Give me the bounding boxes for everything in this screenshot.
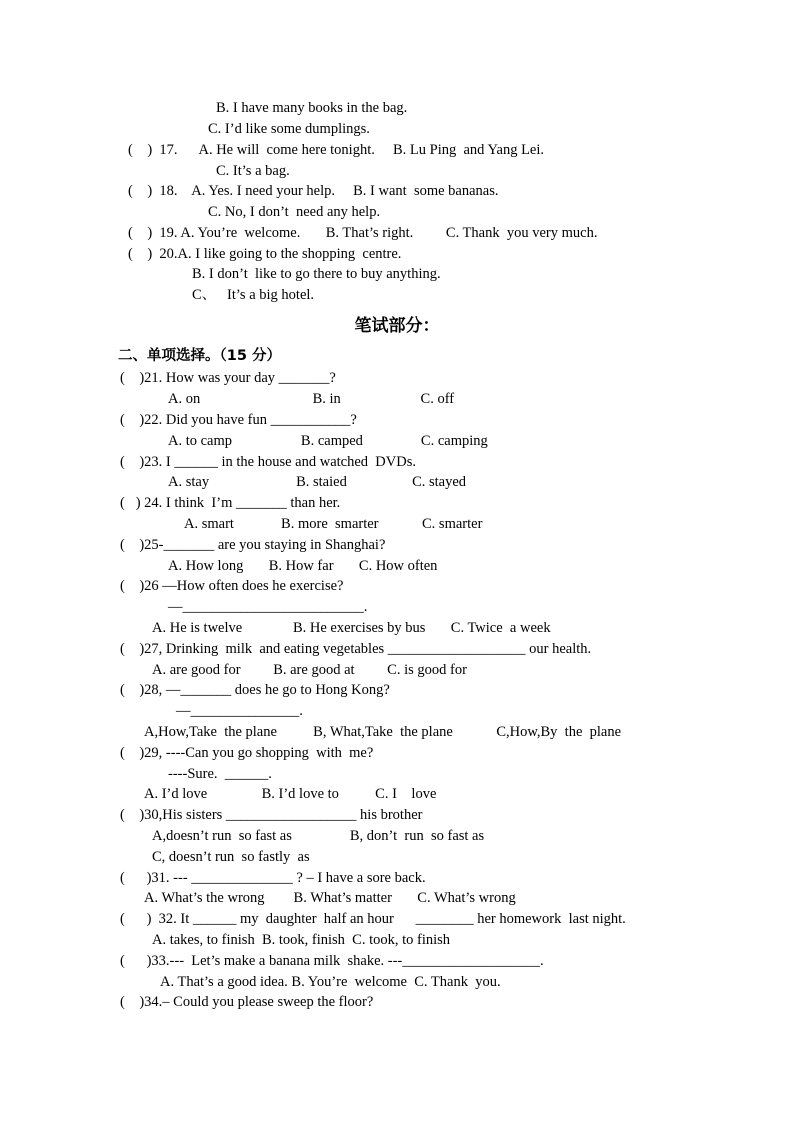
options-25: A. How long B. How far C. How often <box>168 558 438 574</box>
question-19: ( ) 19. A. You’re welcome. B. That’s right. C. Thank you very much. <box>128 225 598 241</box>
question-23: ( )23. I ______ in the house and watched DVDs. <box>120 454 416 470</box>
option-line: C. It’s a bag. <box>216 163 290 179</box>
option-line: B. I have many books in the bag. <box>216 100 408 116</box>
options-29: A. I’d love B. I’d love to C. I love <box>144 786 437 802</box>
options-33: A. That’s a good idea. B. You’re welcome C. Thank you. <box>160 974 501 990</box>
options-23: A. stay B. staied C. stayed <box>168 474 467 490</box>
answer-line: —_______________. <box>176 703 303 719</box>
option-line: B. I don’t like to go there to buy anything. <box>192 266 441 282</box>
question-25: ( )25-_______ are you staying in Shanghai? <box>120 537 386 553</box>
options-28: A,How,Take the plane B, What,Take the plane C,How,By the plane <box>144 724 622 740</box>
question-29: ( )29, ----Can you go shopping with me? <box>120 745 374 761</box>
question-24: ( ) 24. I think I’m _______ than her. <box>120 495 341 511</box>
options-21: A. on B. in C. off <box>168 391 455 407</box>
question-32: ( ) 32. It ______ my daughter half an hour ________ her homework last night. <box>120 911 626 927</box>
part-heading: 二、单项选择。（15 分） <box>118 348 281 364</box>
options-30: A,doesn’t run so fast as B, don’t run so fast as <box>152 828 485 844</box>
question-20: ( ) 20.A. I like going to the shopping centre. <box>128 246 402 262</box>
question-22: ( )22. Did you have fun ___________? <box>120 412 357 428</box>
options-30: C, doesn’t run so fastly as <box>152 849 310 865</box>
answer-line: ----Sure. ______. <box>168 766 272 782</box>
question-30: ( )30,His sisters __________________ his brother <box>120 807 423 823</box>
options-26: A. He is twelve B. He exercises by bus C. Twice a week <box>152 620 551 636</box>
question-28: ( )28, —_______ does he go to Hong Kong? <box>120 682 390 698</box>
answer-line: —_________________________. <box>168 599 368 615</box>
question-18: ( ) 18. A. Yes. I need your help. B. I want some bananas. <box>128 183 499 199</box>
question-26: ( )26 —How often does he exercise? <box>120 578 344 594</box>
section-title: 笔试部分： <box>354 316 440 336</box>
options-22: A. to camp B. camped C. camping <box>168 433 488 449</box>
question-31: ( )31. --- ______________ ? – I have a sore back. <box>120 870 426 886</box>
options-31: A. What’s the wrong B. What’s matter C. What’s wrong <box>144 890 516 906</box>
options-32: A. takes, to finish B. took, finish C. took, to finish <box>152 932 451 948</box>
question-34: ( )34.– Could you please sweep the floor? <box>120 994 374 1010</box>
options-27: A. are good for B. are good at C. is good for <box>152 662 467 678</box>
question-17: ( ) 17. A. He will come here tonight. B. Lu Ping and Yang Lei. <box>128 142 545 158</box>
question-27: ( )27, Drinking milk and eating vegetables ___________________ our health. <box>120 641 592 657</box>
options-24: A. smart B. more smarter C. smarter <box>184 516 483 532</box>
option-line: C. No, I don’t need any help. <box>208 204 381 220</box>
question-33: ( )33.--- Let’s make a banana milk shake. ---___________________. <box>120 953 544 969</box>
question-21: ( )21. How was your day _______? <box>120 370 336 386</box>
option-line: C. I’d like some dumplings. <box>208 121 370 137</box>
option-line: C、 It’s a big hotel. <box>192 287 315 303</box>
